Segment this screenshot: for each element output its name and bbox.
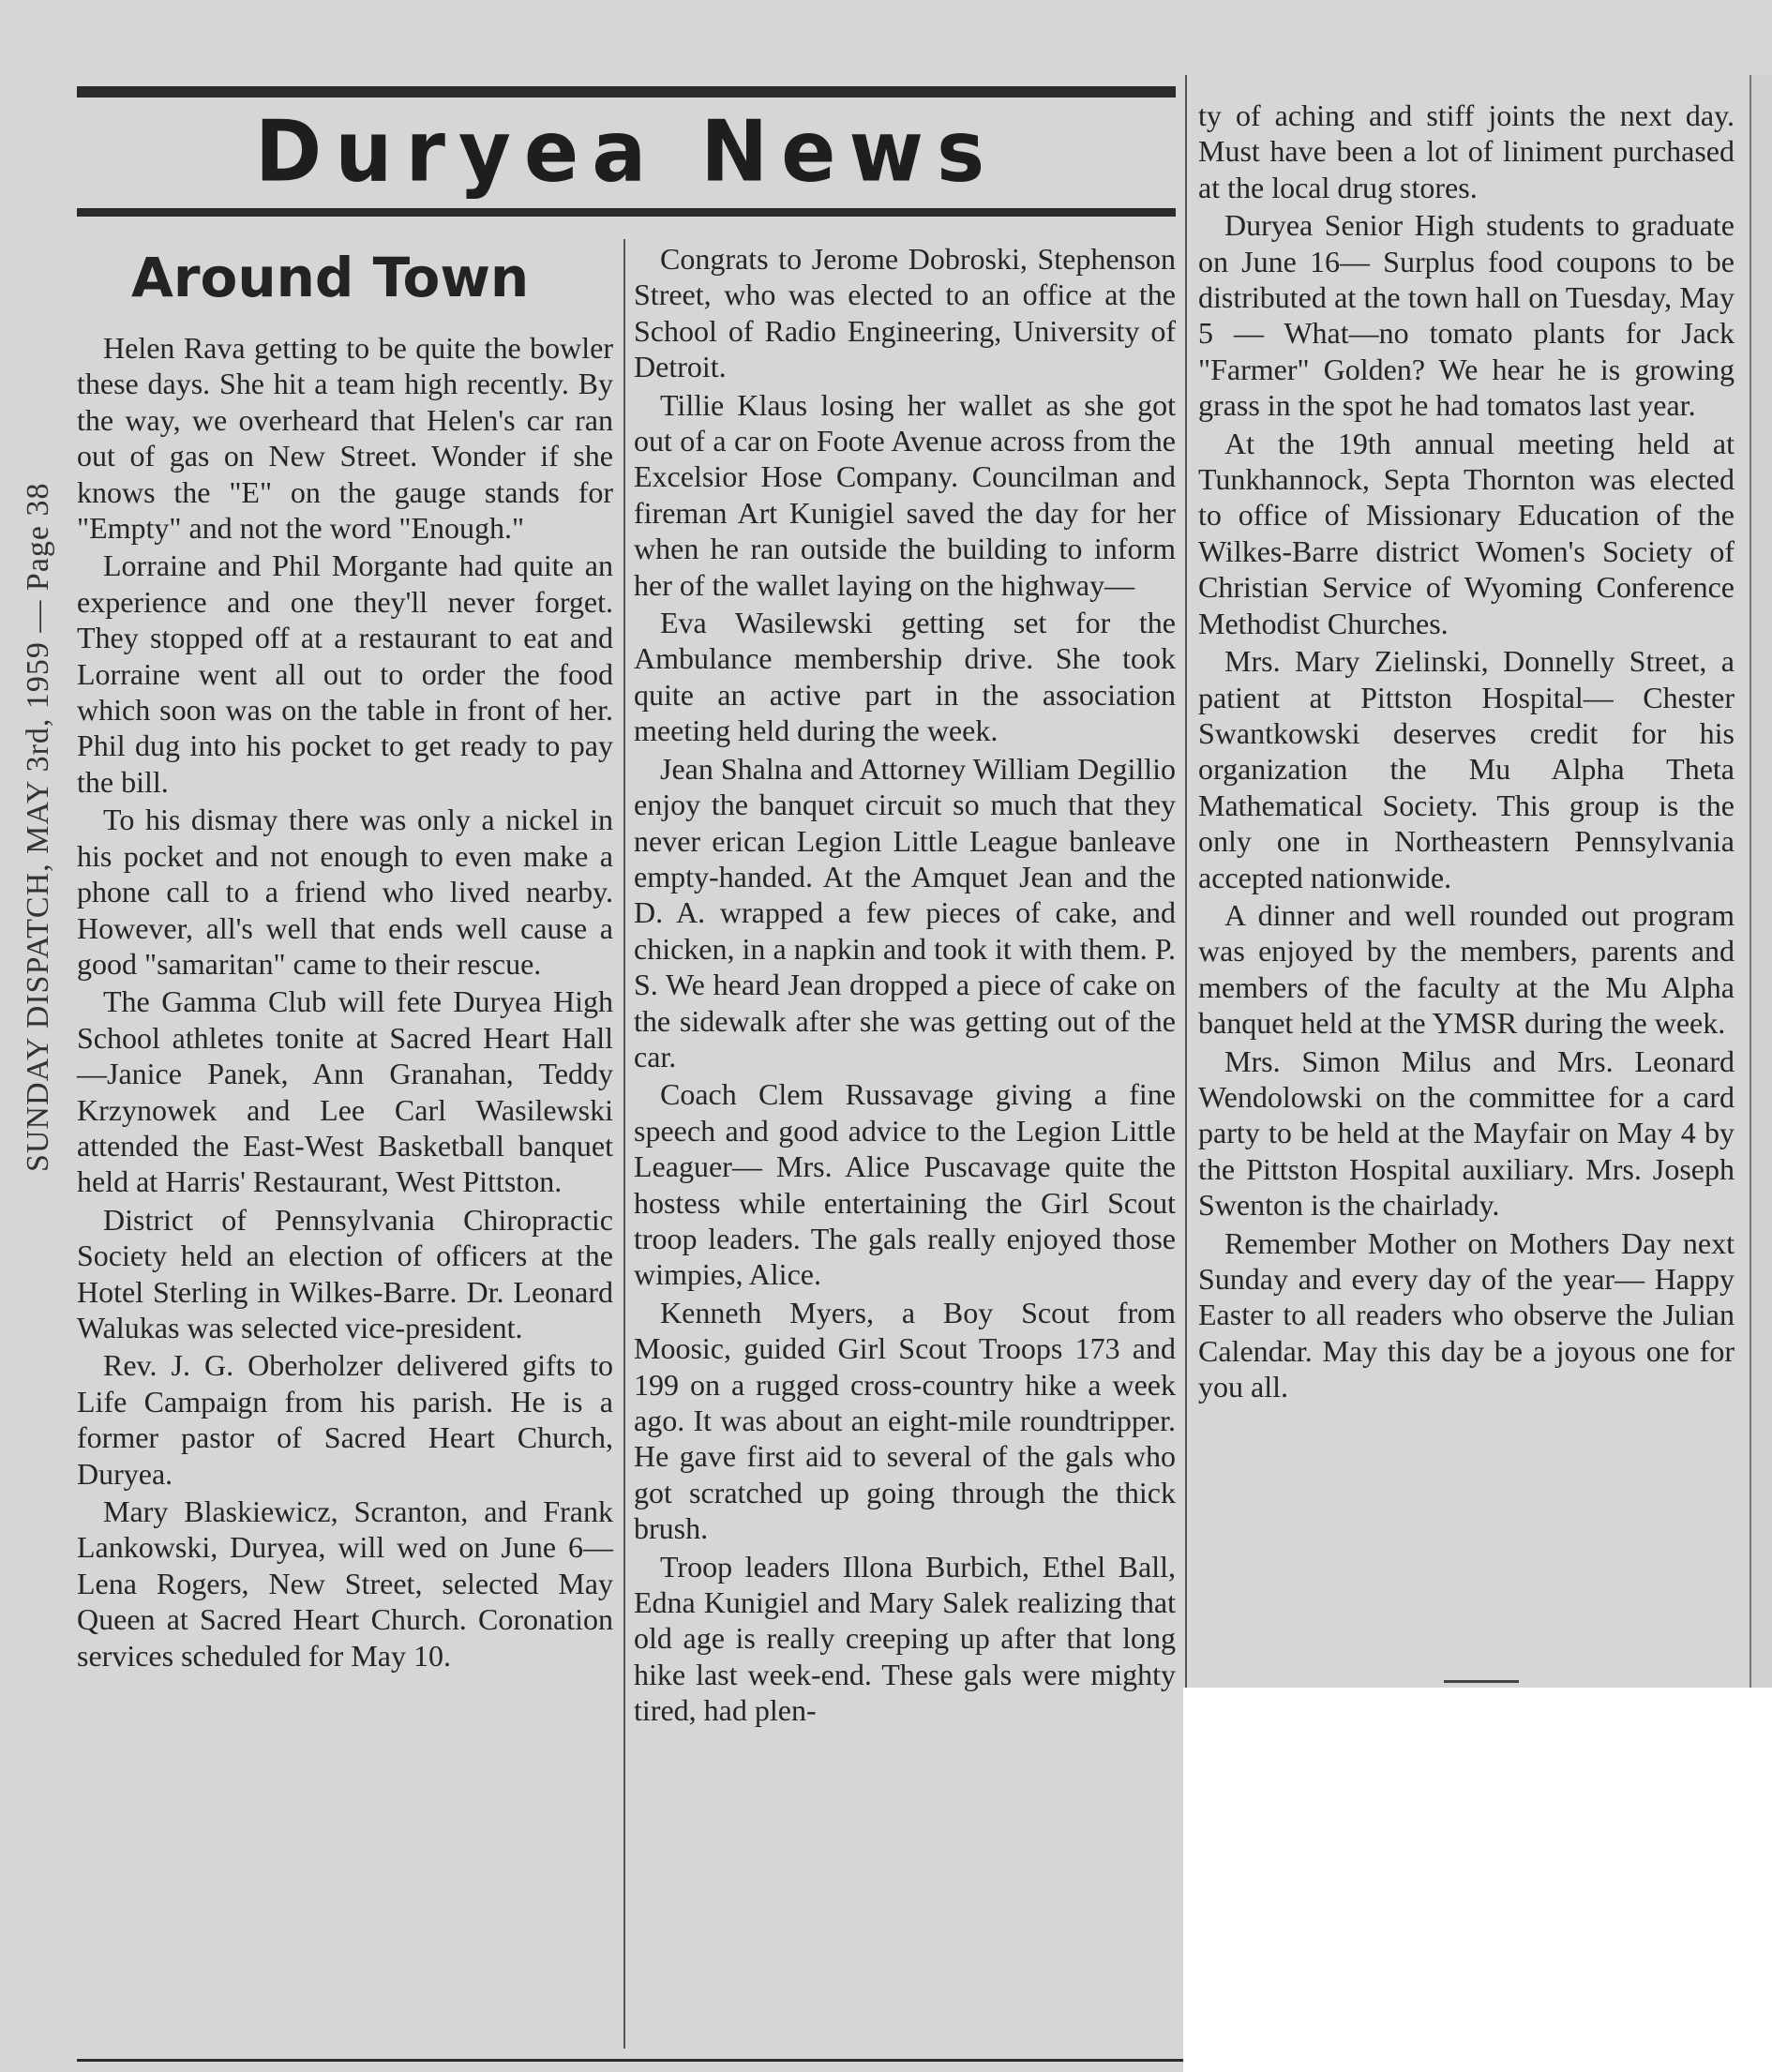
paragraph: Remember Mother on Mothers Day next Sunday and every day of the year— Happy Easter to all readers who observe the Julian Calendar. May this day be a joyous one for you all. [1198,1225,1734,1404]
paragraph: At the 19th annual meeting held at Tunkhannock, Septa Thornton was elected to office of Missionary Education of the Wilkes-Barre district Women's Society of Christian Service of Wyoming Conference Methodist Churches. [1198,426,1734,640]
dateline-side-label: SUNDAY DISPATCH, MAY 3rd, 1959 — Page 38 [21,482,55,1172]
column-end-mark [1444,1680,1519,1683]
paragraph: Rev. J. G. Oberholzer delivered gifts to Life Campaign from his parish. He is a former pastor of Sacred Heart Church, Duryea. [77,1348,613,1491]
masthead-title: Duryea News [254,102,999,202]
paragraph: Helen Rava getting to be quite the bowler these days. She hit a team high recently. By the way, we overheard that Helen's car ran out of gas on New Street. Wonder if she knows the "E" on the gauge stands for "Empty" and not the word "Enough." [77,331,613,546]
article-column-3 [1198,98,1734,1407]
column-heading: Around Town [131,246,530,309]
paragraph: ty of aching and stiff joints the next day. Must have been a lot of liniment purchased at the local drug stores. [1198,98,1734,204]
adjacent-column-edge [1749,75,1772,1688]
column-divider [623,239,625,2049]
paragraph: The Gamma Club will fete Duryea High School athletes tonite at Sacred Heart Hall—Janice Panek, Ann Granahan, Teddy Krzynowek and Lee Carl Wasilewski attended the East-West Basketball banquet held at Harris' Restaurant, West Pittston. [77,984,613,1199]
article-column-1 [77,330,613,1675]
bottom-rule [77,2059,1183,2062]
article-column-2 [634,241,1176,1731]
paragraph: District of Pennsylvania Chiropractic Society held an election of officers at the Hotel Sterling in Wilkes-Barre. Dr. Leonard Walukas was selected vice-president. [77,1202,613,1344]
paragraph: Kenneth Myers, a Boy Scout from Moosic, guided Girl Scout Troops 173 and 199 on a rugged cross-country hike a week ago. It was about an eight-mile roundtripper. He gave first aid to several of the gals who got scratched up going through the thick brush. [634,1295,1176,1546]
masthead-bottom-rule [77,208,1176,217]
paragraph: Lorraine and Phil Morgante had quite an experience and one they'll never forget. They stopped off at a restaurant to eat and Lorraine went all out to order the food which soon was on the table in front of her. Phil dug into his pocket to get ready to pay the bill. [77,548,613,799]
column-divider [1185,75,1187,1688]
blank-area [1183,1688,1772,2072]
paragraph: Congrats to Jerome Dobroski, Stephenson Street, who was elected to an office at the School of Radio Engineering, University of Detroit. [634,242,1176,384]
paragraph: Troop leaders Illona Burbich, Ethel Ball, Edna Kunigiel and Mary Salek realizing that old age is really creeping up after that long hike last week-end. These gals were mighty tired, had plen- [634,1549,1176,1728]
paragraph: To his dismay there was only a nickel in his pocket and not enough to even make a phone call to a friend who lived nearby. However, all's well that ends well cause a good "samaritan" came to their rescue. [77,803,613,981]
paragraph: Coach Clem Russavage giving a fine speech and good advice to the Legion Little Leaguer— Mrs. Alice Puscavage quite the hostess while entertaining the Girl Scout troop leaders. The gals really enjoyed those wimpies, Alice. [634,1077,1176,1292]
paragraph: Jean Shalna and Attorney William Degillio enjoy the banquet circuit so much that they never erican Legion Little League banleave empty-handed. At the Amquet Jean and the D. A. wrapped a few pieces of cake, and chicken, in a napkin and took it with them. P. S. We heard Jean dropped a piece of cake on the sidewalk after she was getting out of the car. [634,751,1177,1074]
paragraph: Duryea Senior High students to graduate on June 16— Surplus food coupons to be distributed at the town hall on Tuesday, May 5 — What—no tomato plants for Jack "Farmer" Golden? We hear he is growing grass in the spot he had tomatos last year. [1198,208,1734,423]
paragraph: Eva Wasilewski getting set for the Ambulance membership drive. She took quite an active part in the association meeting held during the week. [634,606,1176,748]
paragraph: Mrs. Simon Milus and Mrs. Leonard Wendolowski on the committee for a card party to be held at the Mayfair on May 4 by the Pittston Hospital auxiliary. Mrs. Joseph Swenton is the chairlady. [1198,1044,1734,1223]
paragraph: Tillie Klaus losing her wallet as she got out of a car on Foote Avenue across from the Excelsior Hose Company. Councilman and fireman Art Kunigiel saved the day for her when he ran outside the building to inform her of the wallet laying on the highway— [634,387,1176,602]
paragraph: Mrs. Mary Zielinski, Donnelly Street, a patient at Pittston Hospital— Chester Swantkowski deserves credit for his organization the Mu Alpha Theta Mathematical Society. This group is the only one in Northeastern Pennsylvania accepted nationwide. [1198,644,1734,894]
masthead-top-rule [77,86,1176,98]
paragraph: Mary Blaskiewicz, Scranton, and Frank Lankowski, Duryea, will wed on June 6— Lena Rogers, New Street, selected May Queen at Sacred Heart Church. Coronation services scheduled for May 10. [77,1494,613,1673]
paragraph: A dinner and well rounded out program was enjoyed by the members, parents and members of the faculty at the Mu Alpha banquet held at the YMSR during the week. [1198,897,1734,1041]
